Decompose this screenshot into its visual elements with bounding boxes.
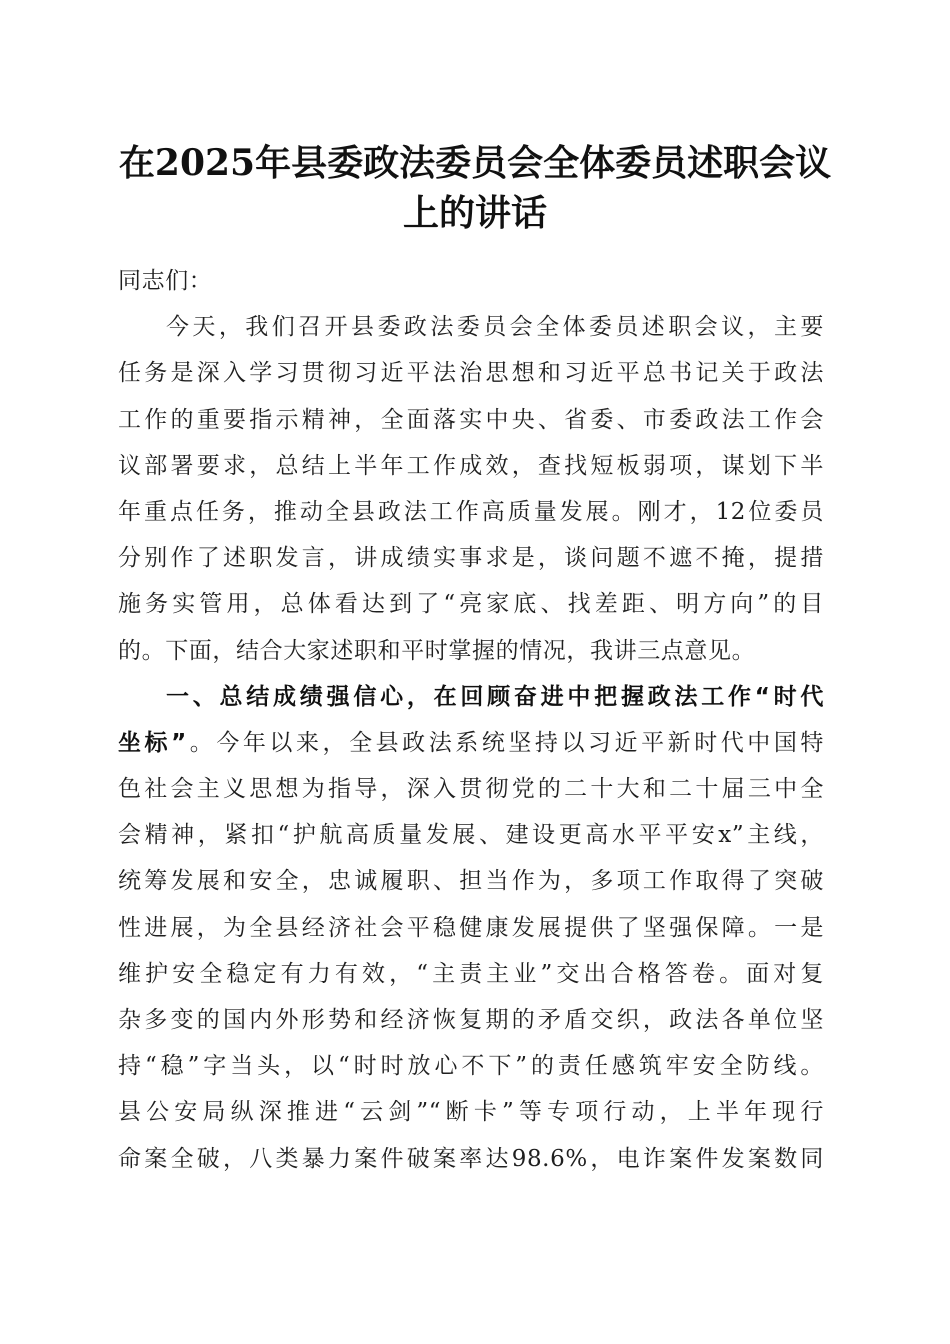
section-heading-line [118, 674, 824, 720]
title-line-1: 在2025年县委政法委员会全体委员述职会议 [118, 142, 832, 184]
paragraph-line: 的。下面，结合大家述职和平时掌握的情况，我讲三点意见。 [118, 637, 756, 664]
paragraph-line: 持“稳”字当头，以“时时放心不下”的责任感筑牢安全防线。 [118, 1053, 824, 1080]
document-body [118, 258, 824, 1182]
title-line-2: 上的讲话 [402, 192, 547, 234]
paragraph-line: 性进展，为全县经济社会平稳健康发展提供了坚强保障。一是 [118, 914, 824, 941]
paragraph-line [118, 720, 824, 766]
document-title [100, 138, 850, 238]
section-text: 。今年以来，全县政法系统坚持以习近平新时代中国特 [186, 729, 825, 756]
section-heading-end: 坐标” [118, 729, 187, 756]
paragraph-line: 县公安局纵深推进“云剑”“断卡”等专项行动，上半年现行 [118, 1099, 824, 1126]
paragraph-line: 统筹发展和安全，忠诚履职、担当作为，多项工作取得了突破 [118, 868, 824, 895]
paragraph-line: 工作的重要指示精神，全面落实中央、省委、市委政法工作会 [118, 406, 824, 433]
paragraph-line: 色社会主义思想为指导，深入贯彻党的二十大和二十届三中全 [118, 776, 824, 803]
paragraph-line: 今天，我们召开县委政法委员会全体委员述职会议，主要 [166, 314, 824, 341]
greeting: 同志们： [118, 268, 213, 294]
paragraph-line: 杂多变的国内外形势和经济恢复期的矛盾交织，政法各单位坚 [118, 1007, 824, 1033]
paragraph-line: 会精神，紧扣“护航高质量发展、建设更高水平平安x”主线， [118, 822, 824, 849]
paragraph-line: 分别作了述职发言，讲成绩实事求是，谈问题不遮不掩，提措 [118, 545, 824, 572]
paragraph-line: 维护安全稳定有力有效，“主责主业”交出合格答卷。面对复 [118, 960, 824, 987]
paragraph-line: 施务实管用，总体看达到了“亮家底、找差距、明方向”的目 [118, 591, 824, 618]
paragraph-line: 年重点任务，推动全县政法工作高质量发展。刚才，12位委员 [118, 498, 824, 525]
paragraph-line: 任务是深入学习贯彻习近平法治思想和习近平总书记关于政法 [118, 360, 824, 387]
paragraph-line: 命案全破，八类暴力案件破案率达98.6%，电诈案件发案数同 [118, 1145, 824, 1172]
section-heading: 一、总结成绩强信心，在回顾奋进中把握政法工作“时代 [166, 683, 824, 710]
paragraph-line: 议部署要求，总结上半年工作成效，查找短板弱项，谋划下半 [118, 452, 824, 479]
